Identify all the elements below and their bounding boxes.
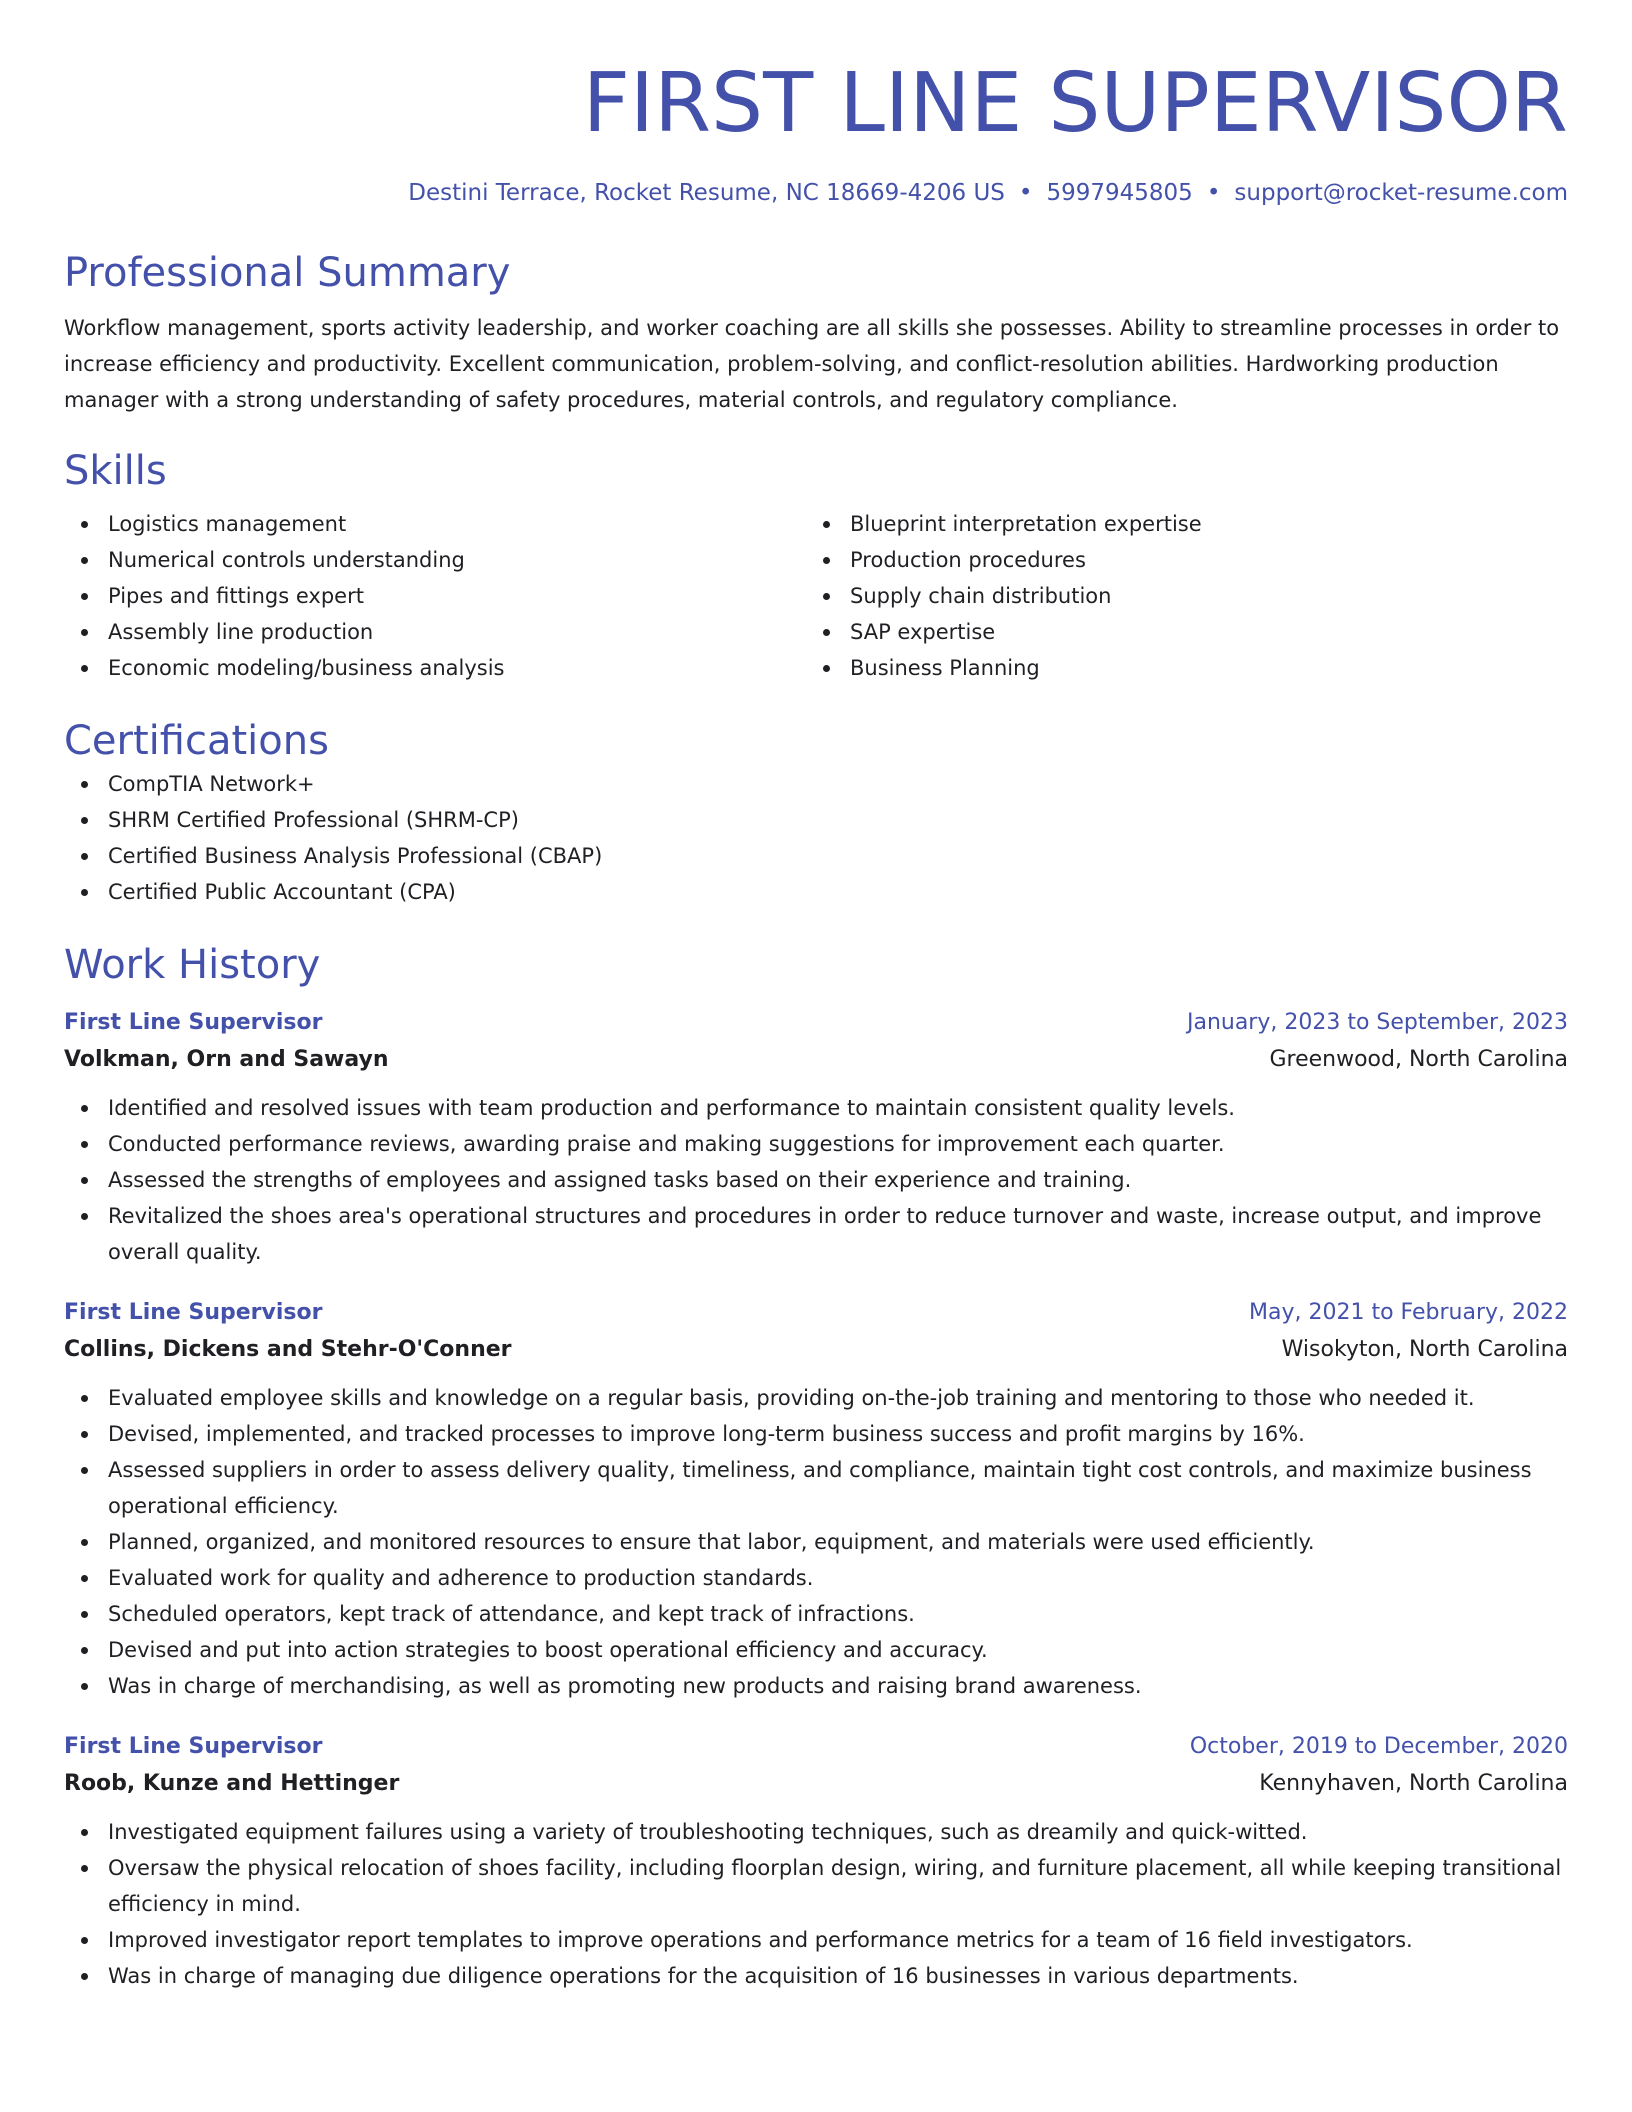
skills-column-left	[64, 506, 806, 686]
section-title-summary: Professional Summary	[64, 250, 511, 296]
job-entry	[64, 1730, 1568, 1994]
skill-item: Numerical controls understanding	[64, 542, 806, 578]
job-bullet: Devised and put into action strategies to boost operational efficiency and accuracy.	[64, 1632, 1568, 1668]
skill-item: Assembly line production	[64, 614, 806, 650]
job-company: Roob, Kunze and Hettinger	[64, 1771, 400, 1796]
job-bullet: Was in charge of managing due diligence operations for the acquisition of 16 businesses in various departments.	[64, 1958, 1568, 1994]
skills-grid	[64, 506, 1568, 686]
certification-item: SHRM Certified Professional (SHRM-CP)	[64, 802, 1568, 838]
skills-list-left	[64, 506, 806, 686]
certification-item: Certified Public Accountant (CPA)	[64, 874, 1568, 910]
job-bullet: Improved investigator report templates to improve operations and performance metrics for a team of 16 field investigators.	[64, 1922, 1568, 1958]
job-bullet: Assessed suppliers in order to assess delivery quality, timeliness, and compliance, maintain tight cost controls, and maximize business operational efficiency.	[64, 1452, 1568, 1524]
job-entry	[64, 1006, 1568, 1270]
job-bullets	[64, 1090, 1568, 1270]
contact-separator: •	[1018, 180, 1033, 206]
resume-header	[64, 56, 1568, 208]
job-bullet: Oversaw the physical relocation of shoes facility, including floorplan design, wiring, and furniture placement, all while keeping transitional efficiency in mind.	[64, 1850, 1568, 1922]
job-location: Wisokyton, North Carolina	[1281, 1337, 1568, 1362]
skill-item: SAP expertise	[806, 614, 1548, 650]
job-bullet: Investigated equipment failures using a variety of troubleshooting techniques, such as dreamily and quick-witted.	[64, 1814, 1568, 1850]
job-bullets	[64, 1814, 1568, 1994]
skill-item: Production procedures	[806, 542, 1548, 578]
job-company-row	[64, 1330, 1568, 1370]
job-location: Greenwood, North Carolina	[1269, 1047, 1568, 1072]
job-bullet: Devised, implemented, and tracked processes to improve long-term business success and profit margins by 16%.	[64, 1416, 1568, 1452]
job-dates: May, 2021 to February, 2022	[1249, 1300, 1568, 1325]
skill-item: Pipes and fittings expert	[64, 578, 806, 614]
skill-item: Business Planning	[806, 650, 1548, 686]
job-location: Kennyhaven, North Carolina	[1259, 1771, 1568, 1796]
job-bullet: Scheduled operators, kept track of attendance, and kept track of infractions.	[64, 1596, 1568, 1632]
contact-phone: 5997945805	[1046, 180, 1193, 206]
contact-address: Destini Terrace, Rocket Resume, NC 18669-4206 US	[408, 180, 1005, 206]
certification-item: Certified Business Analysis Professional (CBAP)	[64, 838, 1568, 874]
job-company-row	[64, 1764, 1568, 1804]
job-company: Collins, Dickens and Stehr-O'Conner	[64, 1337, 512, 1362]
section-title-work-history: Work History	[64, 942, 321, 988]
job-bullets	[64, 1380, 1568, 1704]
page-title: FIRST LINE SUPERVISOR	[582, 56, 1568, 151]
job-bullet: Was in charge of merchandising, as well as promoting new products and raising brand awareness.	[64, 1668, 1568, 1704]
skill-item: Economic modeling/business analysis	[64, 650, 806, 686]
job-header-row	[64, 1006, 1568, 1040]
skill-item: Blueprint interpretation expertise	[806, 506, 1548, 542]
contact-email[interactable]: support@rocket-resume.com	[1234, 180, 1568, 206]
skills-list-right	[806, 506, 1548, 686]
job-entry	[64, 1296, 1568, 1704]
certifications-list	[64, 766, 1568, 910]
summary-text: Workflow management, sports activity leadership, and worker coaching are all skills she possesses. Ability to streamline processes in order to increase efficiency and productivity. Excellent communication, problem-solving, and conflict-resolution abilities. Hardworking production manager with a strong understanding of safety procedures, material controls, and regulatory compliance.	[64, 316, 1560, 412]
certification-item: CompTIA Network+	[64, 766, 1568, 802]
contact-line	[64, 178, 1568, 208]
section-title-skills: Skills	[64, 448, 167, 494]
job-bullet: Planned, organized, and monitored resources to ensure that labor, equipment, and materials were used efficiently.	[64, 1524, 1568, 1560]
contact-separator: •	[1206, 180, 1221, 206]
job-header-row	[64, 1296, 1568, 1330]
skill-item: Logistics management	[64, 506, 806, 542]
job-title: First Line Supervisor	[64, 1734, 323, 1759]
job-bullet: Evaluated work for quality and adherence to production standards.	[64, 1560, 1568, 1596]
skills-column-right	[806, 506, 1548, 686]
job-dates: January, 2023 to September, 2023	[1186, 1010, 1568, 1035]
job-company: Volkman, Orn and Sawayn	[64, 1047, 389, 1072]
job-dates: October, 2019 to December, 2020	[1189, 1734, 1568, 1759]
job-bullet: Identified and resolved issues with team production and performance to maintain consistent quality levels.	[64, 1090, 1568, 1126]
job-bullet: Evaluated employee skills and knowledge on a regular basis, providing on-the-job training and mentoring to those who needed it.	[64, 1380, 1568, 1416]
skill-item: Supply chain distribution	[806, 578, 1548, 614]
section-title-certifications: Certifications	[64, 718, 329, 764]
job-header-row	[64, 1730, 1568, 1764]
job-bullet: Revitalized the shoes area's operational structures and procedures in order to reduce turnover and waste, increase output, and improve overall quality.	[64, 1198, 1568, 1270]
job-company-row	[64, 1040, 1568, 1080]
job-title: First Line Supervisor	[64, 1300, 323, 1325]
job-bullet: Assessed the strengths of employees and assigned tasks based on their experience and training.	[64, 1162, 1568, 1198]
job-title: First Line Supervisor	[64, 1010, 323, 1035]
job-bullet: Conducted performance reviews, awarding praise and making suggestions for improvement each quarter.	[64, 1126, 1568, 1162]
